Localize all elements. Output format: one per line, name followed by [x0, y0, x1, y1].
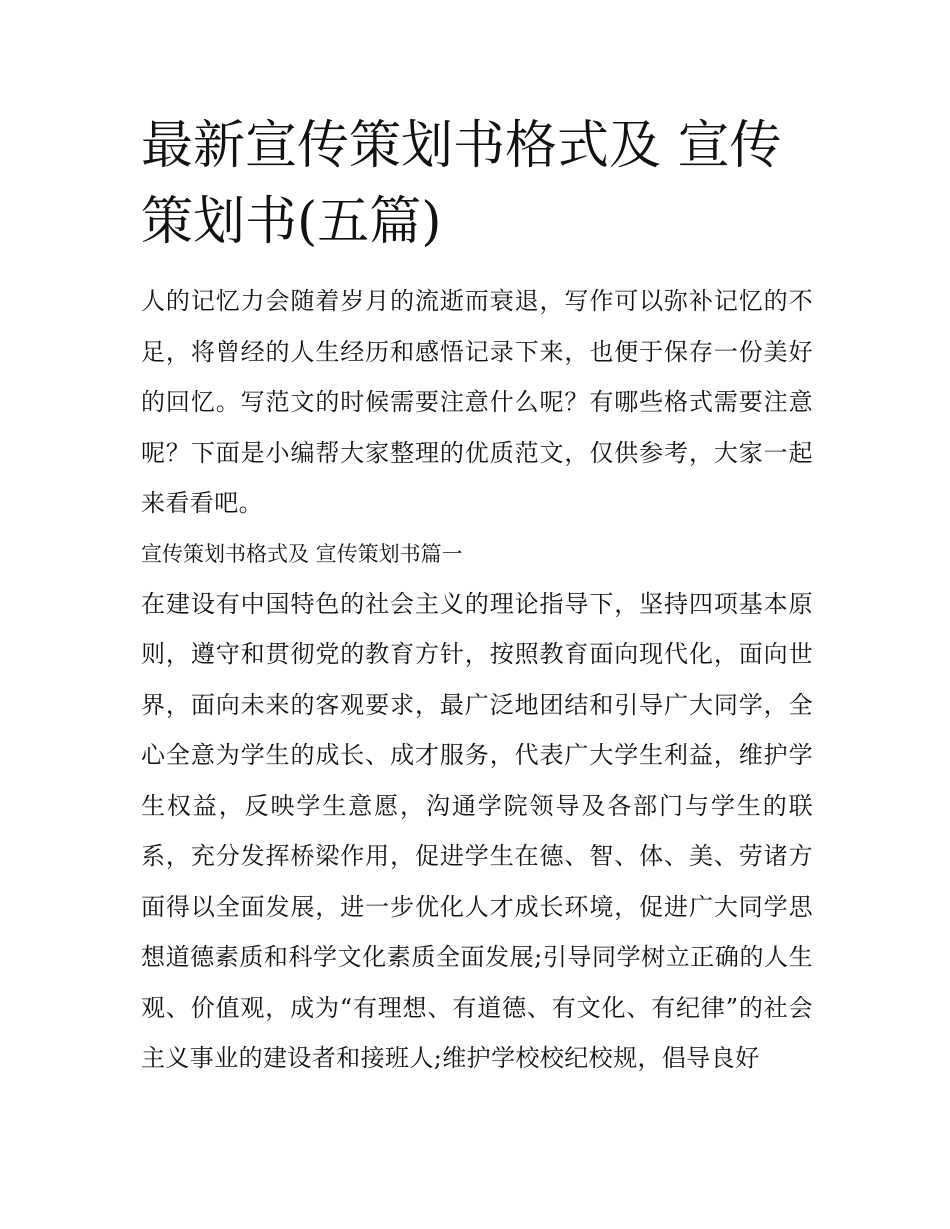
document-content	[141, 108, 813, 1084]
section-heading: 宣传策划书格式及 宣传策划书篇一	[141, 541, 463, 566]
body-paragraph: 在建设有中国特色的社会主义的理论指导下，坚持四项基本原则，遵守和贯彻党的教育方针，按照教育面向现代化，面向世界，面向未来的客观要求，最广泛地团结和引导广大同学，全心全意为学生的成长、成才服务，代表广大学生利益，维护学生权益，反映学生意愿，沟通学院领导及各部门与学生的联系，充分发挥桥梁作用，促进学生在德、智、体、美、劳诸方面得以全面发展，进一步优化人才成长环境，促进广大同学思想道德素质和科学文化素质全面发展;引导同学树立正确的人生观、价值观，成为“有理想、有道德、有文化、有纪律”的社会主义事业的建设者和接班人;维护学校校纪校规，倡导良好	[141, 589, 813, 1072]
document-title: 最新宣传策划书格式及 宣传策划书(五篇)	[141, 116, 782, 252]
intro-paragraph: 人的记忆力会随着岁月的流逝而衰退，写作可以弥补记忆的不足，将曾经的人生经历和感悟记录下来，也便于保存一份美好的回忆。写范文的时候需要注意什么呢？有哪些格式需要注意呢？下面是小编帮大家整理的优质范文，仅供参考，大家一起来看看吧。	[141, 287, 813, 517]
